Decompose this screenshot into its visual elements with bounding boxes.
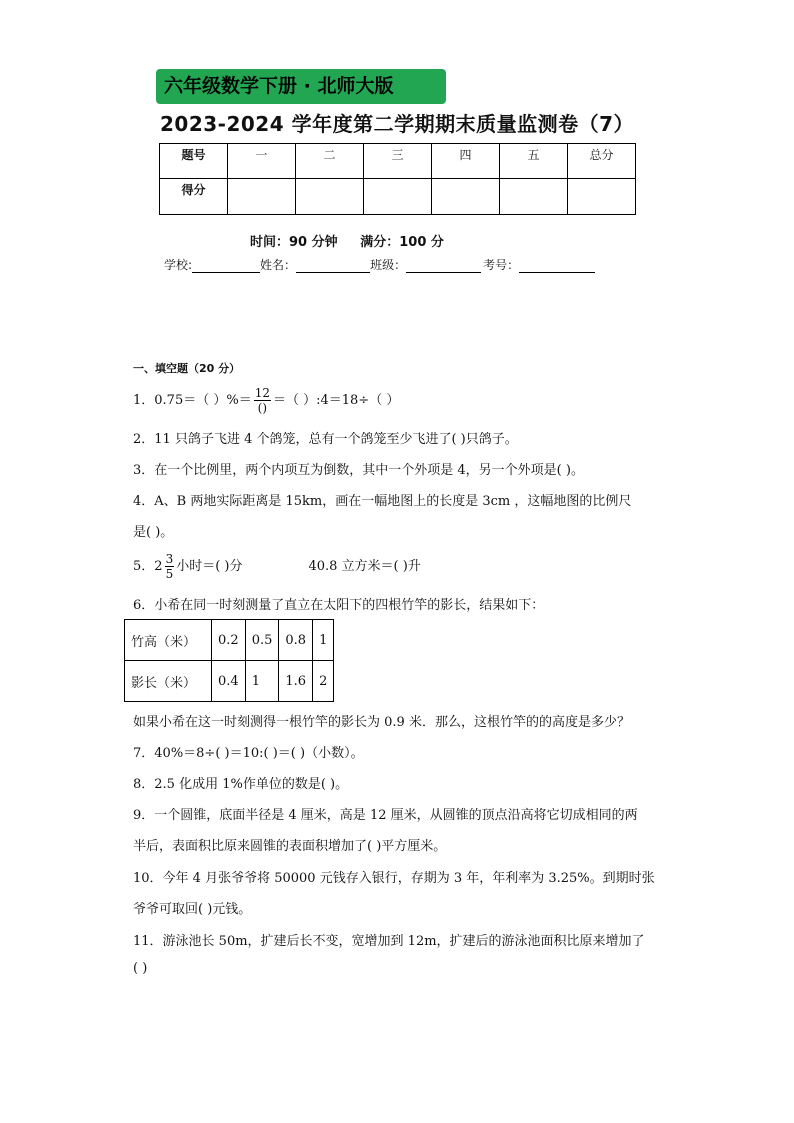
q1-fraction	[254, 386, 271, 415]
school-blank[interactable]	[192, 259, 260, 273]
column-header: 总分	[568, 144, 636, 179]
table-cell: 1	[313, 620, 334, 661]
height-label: 竹高（米）	[125, 620, 212, 661]
column-header: 三	[364, 144, 432, 179]
table-cell: 0.2	[212, 620, 246, 661]
name-blank[interactable]	[296, 259, 370, 273]
bamboo-height-row	[125, 620, 334, 661]
question-4-line-1: 4．A、B 两地实际距离是 15km，画在一幅地图上的长度是 3cm ，这幅地图的比例尺	[133, 494, 632, 509]
score-table-score-row	[160, 179, 636, 215]
subject-badge: 六年级数学下册 · 北师大版	[156, 69, 446, 104]
shadow-length-row	[125, 661, 334, 702]
q5-fraction	[165, 552, 175, 581]
q1-suffix: ＝（ ）:4＝18÷（ ）	[272, 393, 400, 408]
question-6-followup: 如果小希在这一时刻测得一根竹竿的影长为 0.9 米．那么，这根竹竿的的高度是多少？	[133, 715, 630, 730]
q1-numerator: 12	[254, 386, 270, 400]
table-cell: 0.4	[212, 661, 246, 702]
score-table	[159, 143, 636, 215]
table-cell: 1	[245, 661, 279, 702]
score-label: 得分	[160, 179, 228, 215]
question-4-line-2: 是( )。	[133, 525, 174, 540]
q5-denominator: 5	[165, 567, 174, 581]
score-cell[interactable]	[568, 179, 636, 215]
table-cell: 1.6	[279, 661, 313, 702]
q5-prefix: 5．	[133, 559, 155, 574]
shadow-label: 影长（米）	[125, 661, 212, 702]
school-label: 学校:	[164, 258, 193, 272]
question-10-line-1: 10．今年 4 月张爷爷将 50000 元钱存入银行，存期为 3 年，年利率为 3.25%。到期时张	[133, 871, 655, 886]
table-cell: 0.8	[279, 620, 313, 661]
question-10-line-2: 爷爷可取回( )元钱。	[133, 902, 252, 917]
score-cell[interactable]	[432, 179, 500, 215]
q5-whole: 2	[154, 559, 163, 574]
question-9-line-1: 9．一个圆锥，底面半径是 4 厘米，高是 12 厘米，从圆锥的顶点沿高将它切成相同的两	[133, 808, 638, 823]
question-5	[133, 552, 421, 581]
score-cell[interactable]	[228, 179, 296, 215]
column-header: 五	[500, 144, 568, 179]
question-11-line-2: ( )	[133, 961, 148, 976]
question-number-label: 题号	[160, 144, 228, 179]
score-cell[interactable]	[500, 179, 568, 215]
q5-part-2: 40.8 立方米＝( )升	[308, 559, 421, 574]
number-blank[interactable]	[519, 259, 595, 273]
number-label: 考号：	[483, 258, 520, 272]
student-info-line	[164, 256, 595, 273]
table-cell: 2	[313, 661, 334, 702]
score-table-header-row	[160, 144, 636, 179]
question-1	[133, 386, 399, 415]
column-header: 二	[296, 144, 364, 179]
question-7: 7．40%＝8÷( )＝10:( )＝( )（小数）。	[133, 746, 364, 761]
column-header: 四	[432, 144, 500, 179]
section-1-title: 一、填空题（20 分）	[133, 362, 241, 375]
question-8: 8．2.5 化成用 1%作单位的数是( )。	[133, 777, 349, 792]
class-blank[interactable]	[406, 259, 481, 273]
bamboo-shadow-table	[124, 619, 334, 702]
question-3: 3．在一个比例里，两个内项互为倒数，其中一个外项是 4，另一个外项是( )。	[133, 463, 584, 478]
q1-denominator: ()	[257, 401, 268, 415]
column-header: 一	[228, 144, 296, 179]
question-9-line-2: 半后，表面积比原来圆锥的表面积增加了( )平方厘米。	[133, 839, 447, 854]
q1-prefix: 1．0.75＝（ ）%＝	[133, 393, 252, 408]
name-label: 姓名：	[260, 258, 297, 272]
class-label: 班级：	[370, 258, 407, 272]
score-cell[interactable]	[364, 179, 432, 215]
question-6: 6．小希在同一时刻测量了直立在太阳下的四根竹竿的影长，结果如下：	[133, 598, 545, 613]
exam-title: 2023-2024 学年度第二学期期末质量监测卷（7）	[159, 112, 634, 136]
time-and-score-info: 时间：90 分钟 满分：100 分	[250, 235, 444, 250]
question-2: 2．11 只鸽子飞进 4 个鸽笼，总有一个鸽笼至少飞进了( )只鸽子。	[133, 432, 518, 447]
q5-part-1: 小时＝( )分	[176, 559, 243, 574]
q5-numerator: 3	[165, 552, 174, 566]
question-11-line-1: 11．游泳池长 50m，扩建后长不变，宽增加到 12m，扩建后的游泳池面积比原来增加了	[133, 934, 645, 949]
table-cell: 0.5	[245, 620, 279, 661]
score-cell[interactable]	[296, 179, 364, 215]
